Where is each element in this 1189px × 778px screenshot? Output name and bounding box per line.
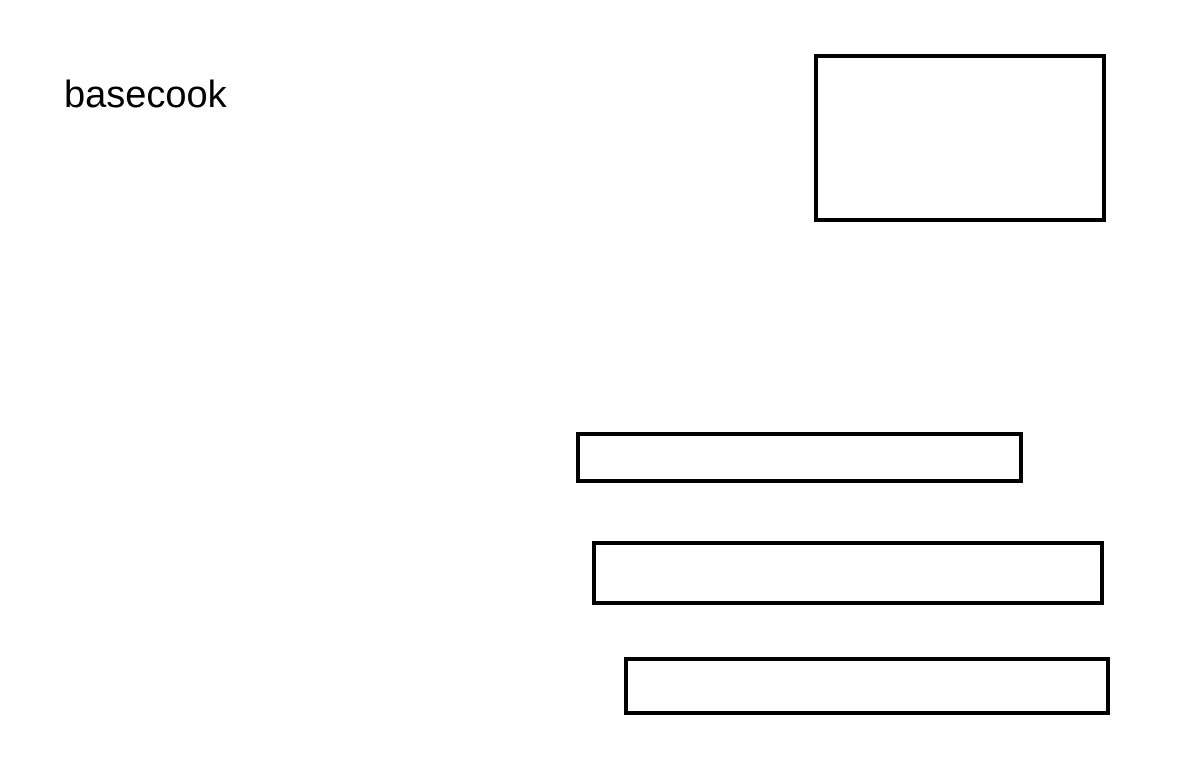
input-box-3[interactable] bbox=[624, 657, 1110, 715]
image-placeholder-box bbox=[814, 54, 1106, 222]
brand-title: basecook bbox=[64, 74, 227, 116]
input-box-1[interactable] bbox=[576, 432, 1023, 483]
input-box-2[interactable] bbox=[592, 541, 1104, 605]
